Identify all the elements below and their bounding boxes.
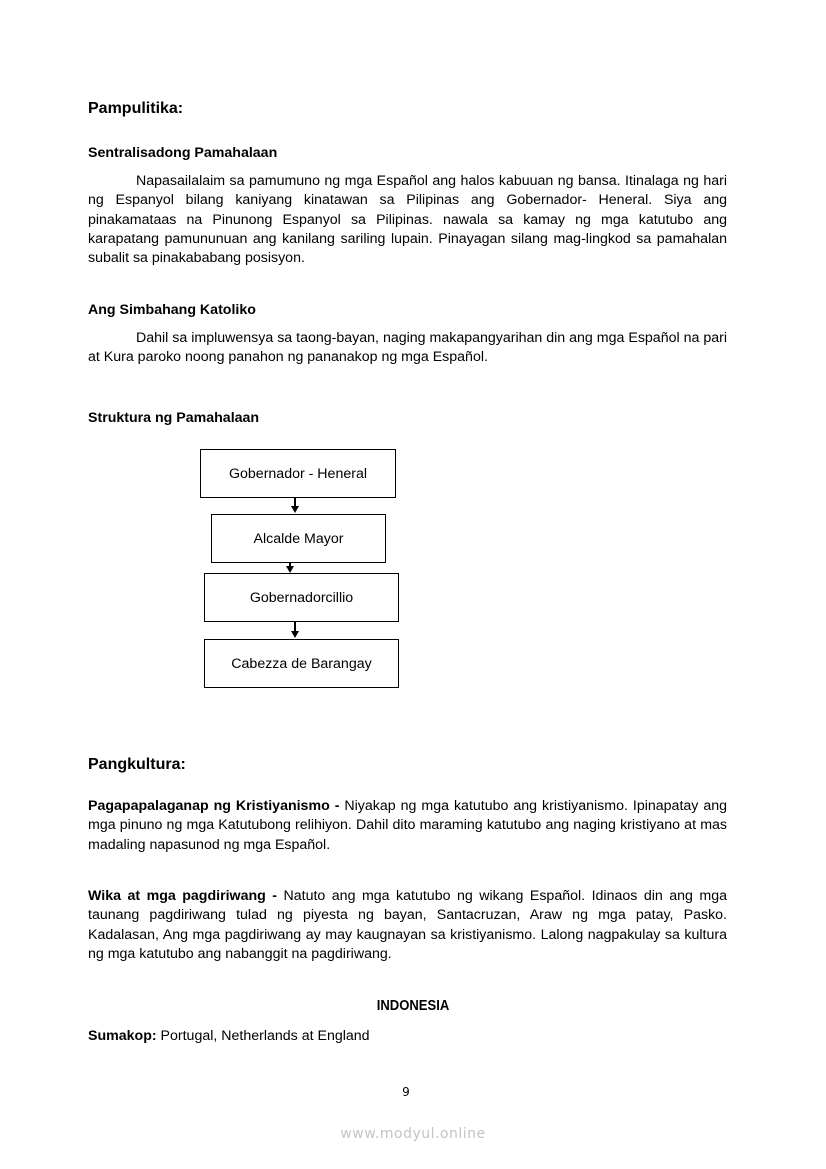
paragraph-simbahang-katoliko xyxy=(88,329,727,368)
term-kristiyanismo: Pagapapalaganap ng Kristiyanismo - xyxy=(88,798,340,814)
sumakop-line xyxy=(88,1028,370,1044)
sumakop-value: Portugal, Netherlands at England xyxy=(156,1028,370,1044)
paragraph-wika-pagdiriwang xyxy=(88,887,727,964)
flowchart-box-gobernador-heneral: Gobernador - Heneral xyxy=(200,449,396,498)
section-heading-indonesia: INDONESIA xyxy=(376,998,450,1014)
paragraph-text: Niyakap ng mga katutubo ang kristiyanismo. Ipinapatay ang mga pinuno ng mga Katutubong relihiyon. Dahil dito maraming katutubo ang naging kristiyano at mas madaling napasunod ng mga Español. xyxy=(88,798,728,853)
term-wika-pagdiriwang: Wika at mga pagdiriwang - xyxy=(88,888,278,904)
sumakop-label: Sumakop: xyxy=(88,1028,157,1044)
paragraph-text: Napasailalaim sa pamumuno ng mga Español ang halos kabuuan ng bansa. Itinalaga ng hari ng Espanyol bilang kaniyang kinatawan sa Pilipinas ang Gobernador- Heneral. Siya ang pinakamataas na Pinunong Espanyol sa Pilipinas. nawala sa kamay ng mga katutubo ang karapatang pamununuan ang kanilang sariling lupain. Pinayagan silang mag-lingkod sa pamahalan subalit sa pinakababang posisyon. xyxy=(88,173,727,267)
section-heading-pampulitika: Pampulitika: xyxy=(88,100,184,117)
subheading-struktura: Struktura ng Pamahalaan xyxy=(88,410,260,426)
flowchart-box-cabezza-de-barangay: Cabezza de Barangay xyxy=(204,639,399,688)
paragraph-text: Dahil sa impluwensya sa taong-bayan, naging makapangyarihan din ang mga Español na pari at Kura paroko noong panahon ng pananakop ng mga Español. xyxy=(88,330,727,366)
section-heading-pangkultura: Pangkultura: xyxy=(88,756,186,773)
subheading-simbahang-katoliko: Ang Simbahang Katoliko xyxy=(88,302,256,318)
paragraph-kristiyanismo xyxy=(88,797,727,855)
page-number: 9 xyxy=(402,1085,410,1099)
paragraph-text: Natuto ang mga katutubo ng wikang Español. Idinaos din ang mga taunang pagdiriwang tulad ng piyesta ng bayan, Santacruzan, Araw ng mga patay, Pasko. Kadalasan, Ang mga pagdiriwang ay may kaugnayan sa kristiyanismo. Lalong nagpakulay sa kultura ng mga katutubo ang nabanggit na pagdiriwang. xyxy=(88,888,727,962)
paragraph-sentralisadong-pamahalaan xyxy=(88,172,727,268)
subheading-sentralisadong-pamahalaan: Sentralisadong Pamahalaan xyxy=(88,145,278,161)
flowchart-box-alcalde-mayor: Alcalde Mayor xyxy=(211,514,386,563)
watermark: www.modyul.online xyxy=(340,1126,486,1142)
flowchart-box-gobernadorcillio: Gobernadorcillio xyxy=(204,573,399,622)
